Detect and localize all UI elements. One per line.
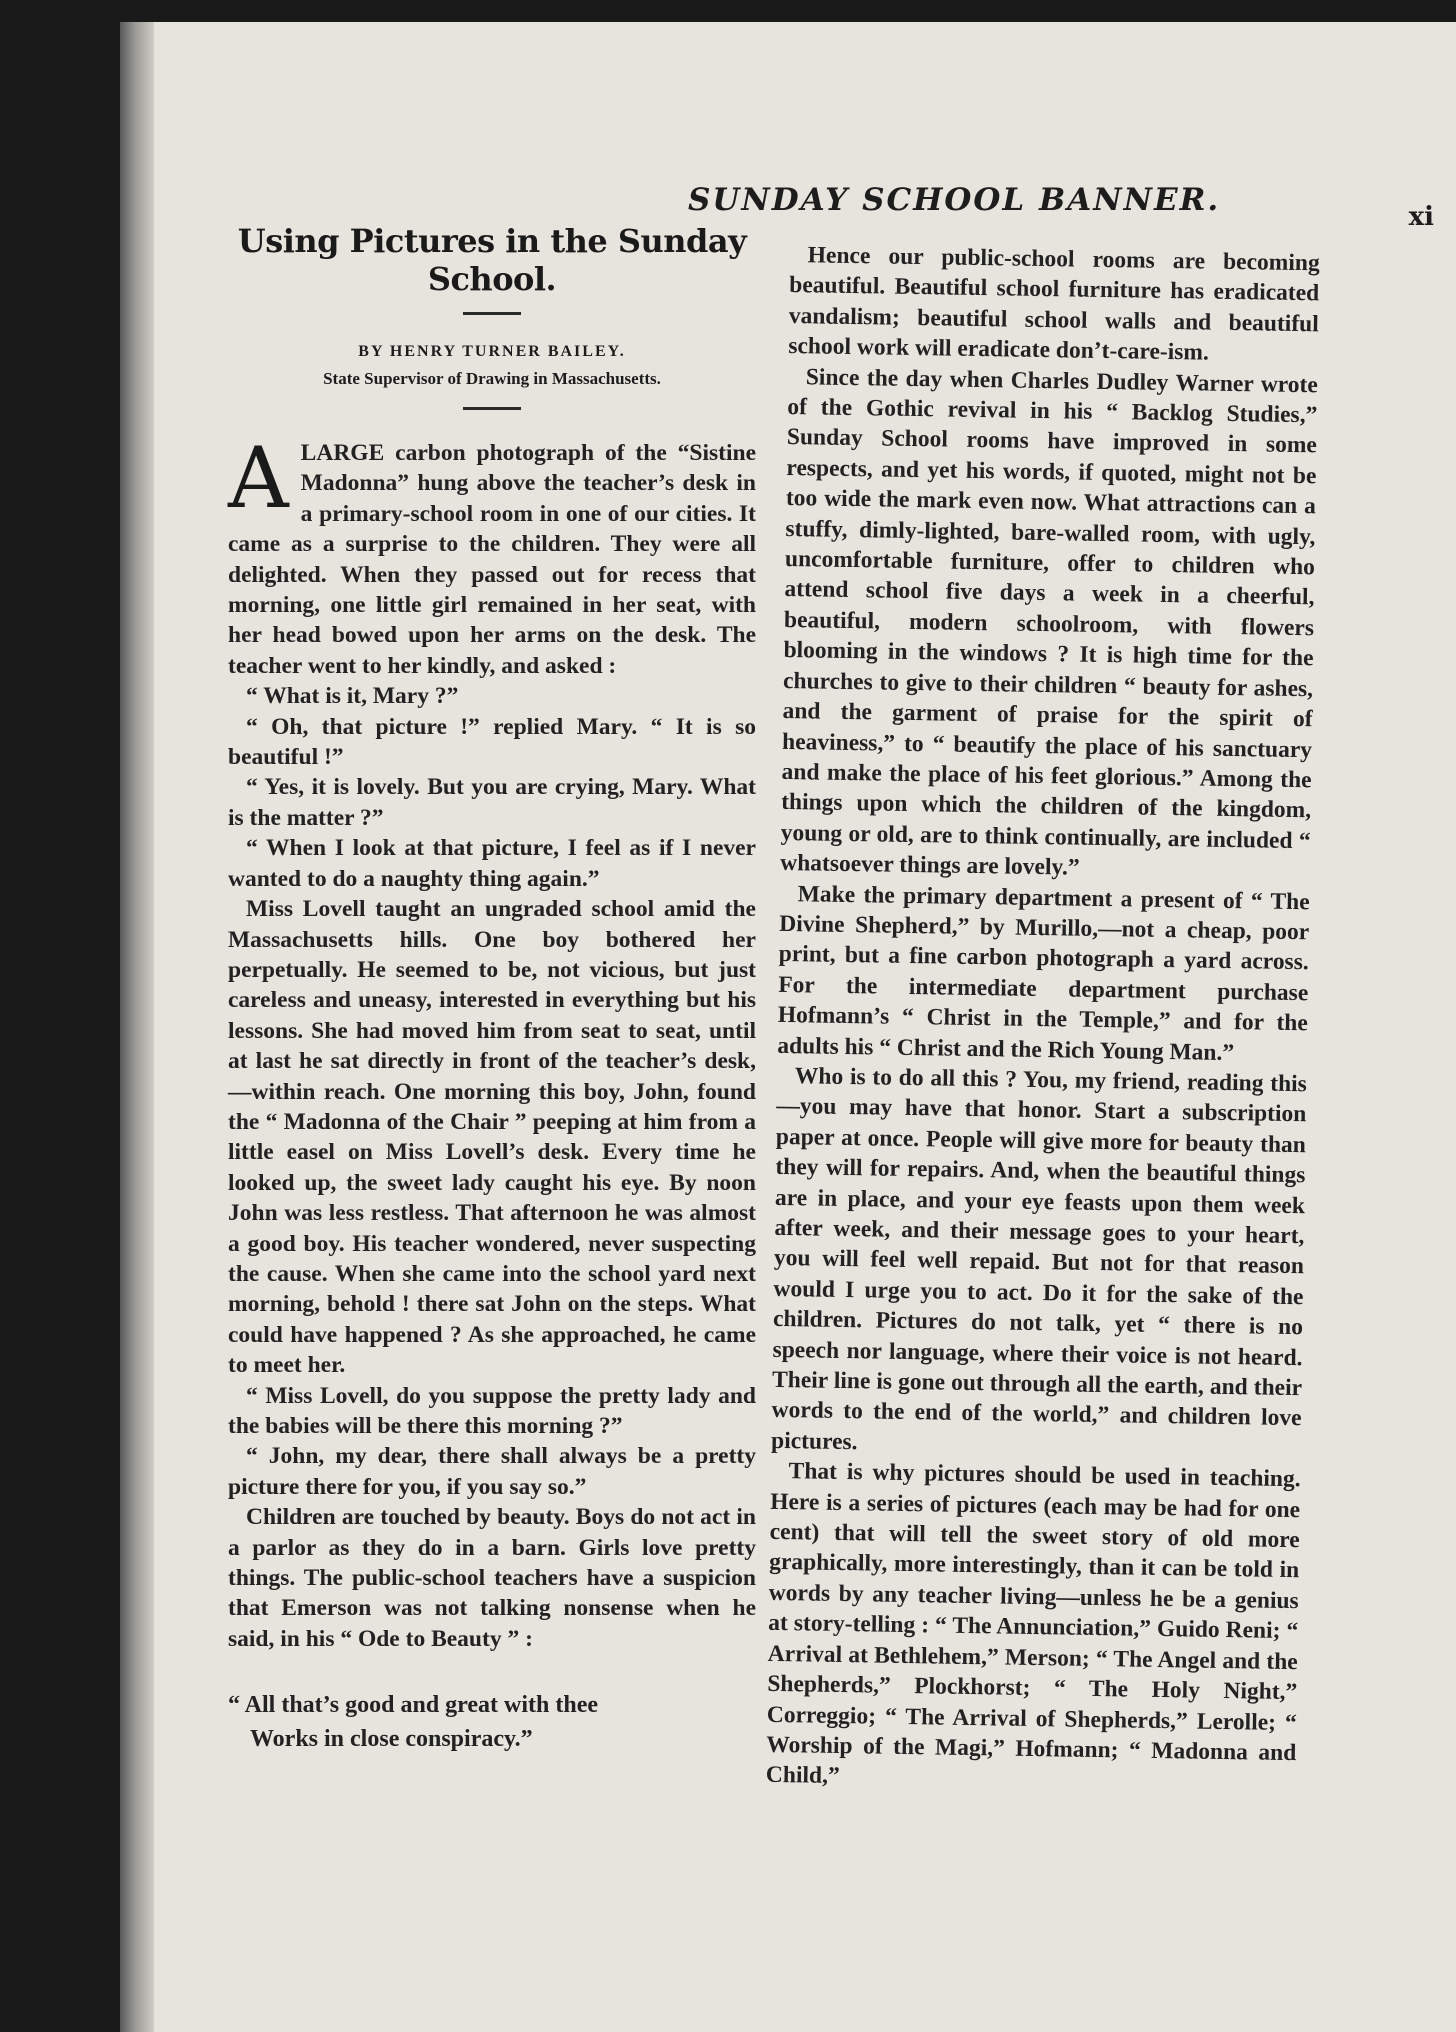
paragraph: “ Miss Lovell, do you suppose the pretty lady and the babies will be there this morning ?” xyxy=(228,1382,756,1439)
title-rule xyxy=(463,312,521,315)
right-column xyxy=(766,240,1320,1799)
article-title: Using Pictures in the Sunday School. xyxy=(237,222,747,298)
verse-line: “ All that’s good and great with thee xyxy=(228,1692,599,1719)
page-number: xi xyxy=(1408,202,1434,232)
paragraph: Since the day when Charles Dudley Warner wrote of the Gothic revival in his “ Backlog Studies,” Sunday School rooms have improved in some respects, and yet his words, if quoted, might not be too wide the mark even now. What attractions can a stuffy, dimly-lighted, bare-walled room, with ugly, uncomfortable furniture, offer to children who attend school five days a week in a cheerful, beautiful, modern schoolroom, with flowers blooming in the windows ? It is high time for the churches to give to their children “ beauty for ashes, and the garment of praise for the spirit of heaviness,” to “ beautify the place of his sanctuary and make the place of his feet glorious.” Among the things upon which the children of the kingdom, young or old, are to think continually, are included “ whatsoever things are lovely.” xyxy=(780,363,1318,881)
paragraph: “ What is it, Mary ?” xyxy=(246,683,459,710)
page-gutter-shadow xyxy=(120,22,154,2032)
paragraph: Make the primary department a present of “ The Divine Shepherd,” by Murillo,—not a cheap, poor print, but a fine carbon photograph a yard across. For the intermediate department purchase Hofmann’s “ Christ in the Temple,” and for the adults his “ Christ and the Rich Young Man.” xyxy=(777,880,1310,1066)
paragraph: “ When I look at that picture, I feel as if I never wanted to do a naughty thing again.” xyxy=(228,835,756,892)
paragraph: “ John, my dear, there shall always be a pretty picture there for you, if you say so.” xyxy=(228,1443,756,1500)
running-head: SUNDAY SCHOOL BANNER. xyxy=(688,182,1221,218)
paragraph: Children are touched by beauty. Boys do not act in a parlor as they do in a barn. Girls love pretty things. The public-school teachers have a suspicion that Emerson was not talking nonsense when he said, in his “ Ode to Beauty ” : xyxy=(228,1504,756,1652)
left-column xyxy=(228,222,756,1756)
paragraph: Hence our public-school rooms are becoming beautiful. Beautiful school furniture has eradicated vandalism; beautiful school walls and beautiful school work will eradicate don’t-care-ism. xyxy=(788,242,1320,366)
paragraph: LARGE carbon photograph of the “Sistine Madonna” hung above the teacher’s desk in a primary-school room in one of our cities. It came as a surprise to the children. They were all delighted. When they passed out for recess that morning, one little girl remained in her seat, with her head bowed upon her arms on the desk. The teacher went to her kindly, and asked : xyxy=(228,440,756,679)
paragraph: That is why pictures should be used in teaching. Here is a series of pictures (each may be had for one cent) that will tell the sweet story of old more graphically, more interestingly, than it can be told in words by any teacher living—unless he be a genius at story-telling : “ The Annunciation,” Guido Reni; “ Arrival at Bethlehem,” Merson; “ The Angel and the Shepherds,” Plockhorst; “ The Holy Night,” Correggio; “ The Arrival of Shepherds,” Lerolle; “ Worship of the Magi,” Hofmann; “ Madonna and Child,” xyxy=(765,1458,1301,1790)
verse-line: Works in close conspiracy.” xyxy=(250,1726,533,1753)
opening-paragraph-wrap xyxy=(228,429,756,681)
author-affiliation: State Supervisor of Drawing in Massachusetts. xyxy=(323,369,661,388)
paragraph: “ Oh, that picture !” replied Mary. “ It is so beautiful !” xyxy=(228,713,756,771)
article-byline: BY HENRY TURNER BAILEY. xyxy=(358,343,626,360)
paragraph: Who is to do all this ? You, my friend, reading this—you may have that honor. Start a subscription paper at once. People will give more for beauty than they will for repairs. And, when the beautiful things are in place, and your eye feasts upon them week after week, and their message goes to your heart, you will feel well repaid. But not for that reason would I urge you to act. Do it for the sake of the children. Pictures do not talk, yet “ there is no speech nor language, where their voice is not heard. Their line is gone out through all the earth, and their words to the end of the world,” and children love pictures. xyxy=(770,1063,1308,1456)
drop-cap: A xyxy=(228,429,289,527)
byline-rule xyxy=(463,407,521,410)
verse-quote xyxy=(228,1688,756,1756)
page-header xyxy=(560,174,1440,232)
paragraph: “ Yes, it is lovely. But you are crying, Mary. What is the matter ?” xyxy=(228,774,756,831)
paragraph: Miss Lovell taught an ungraded school amid the Massachusetts hills. One boy bothered her perpetually. He seemed to be, not vicious, but just careless and uneasy, interested in everything but his lessons. She had moved him from seat to seat, until at last he sat directly in front of the teacher’s desk,—within reach. One morning this boy, John, found the “ Madonna of the Chair ” peeping at him from a little easel on Miss Lovell’s desk. Every time he looked up, the sweet lady caught his eye. By noon John was less restless. That afternoon he was almost a good boy. His teacher wondered, never suspecting the cause. When she came into the school yard next morning, behold ! there sat John on the steps. What could have happened ? As she approached, he came to meet her. xyxy=(228,896,756,1379)
